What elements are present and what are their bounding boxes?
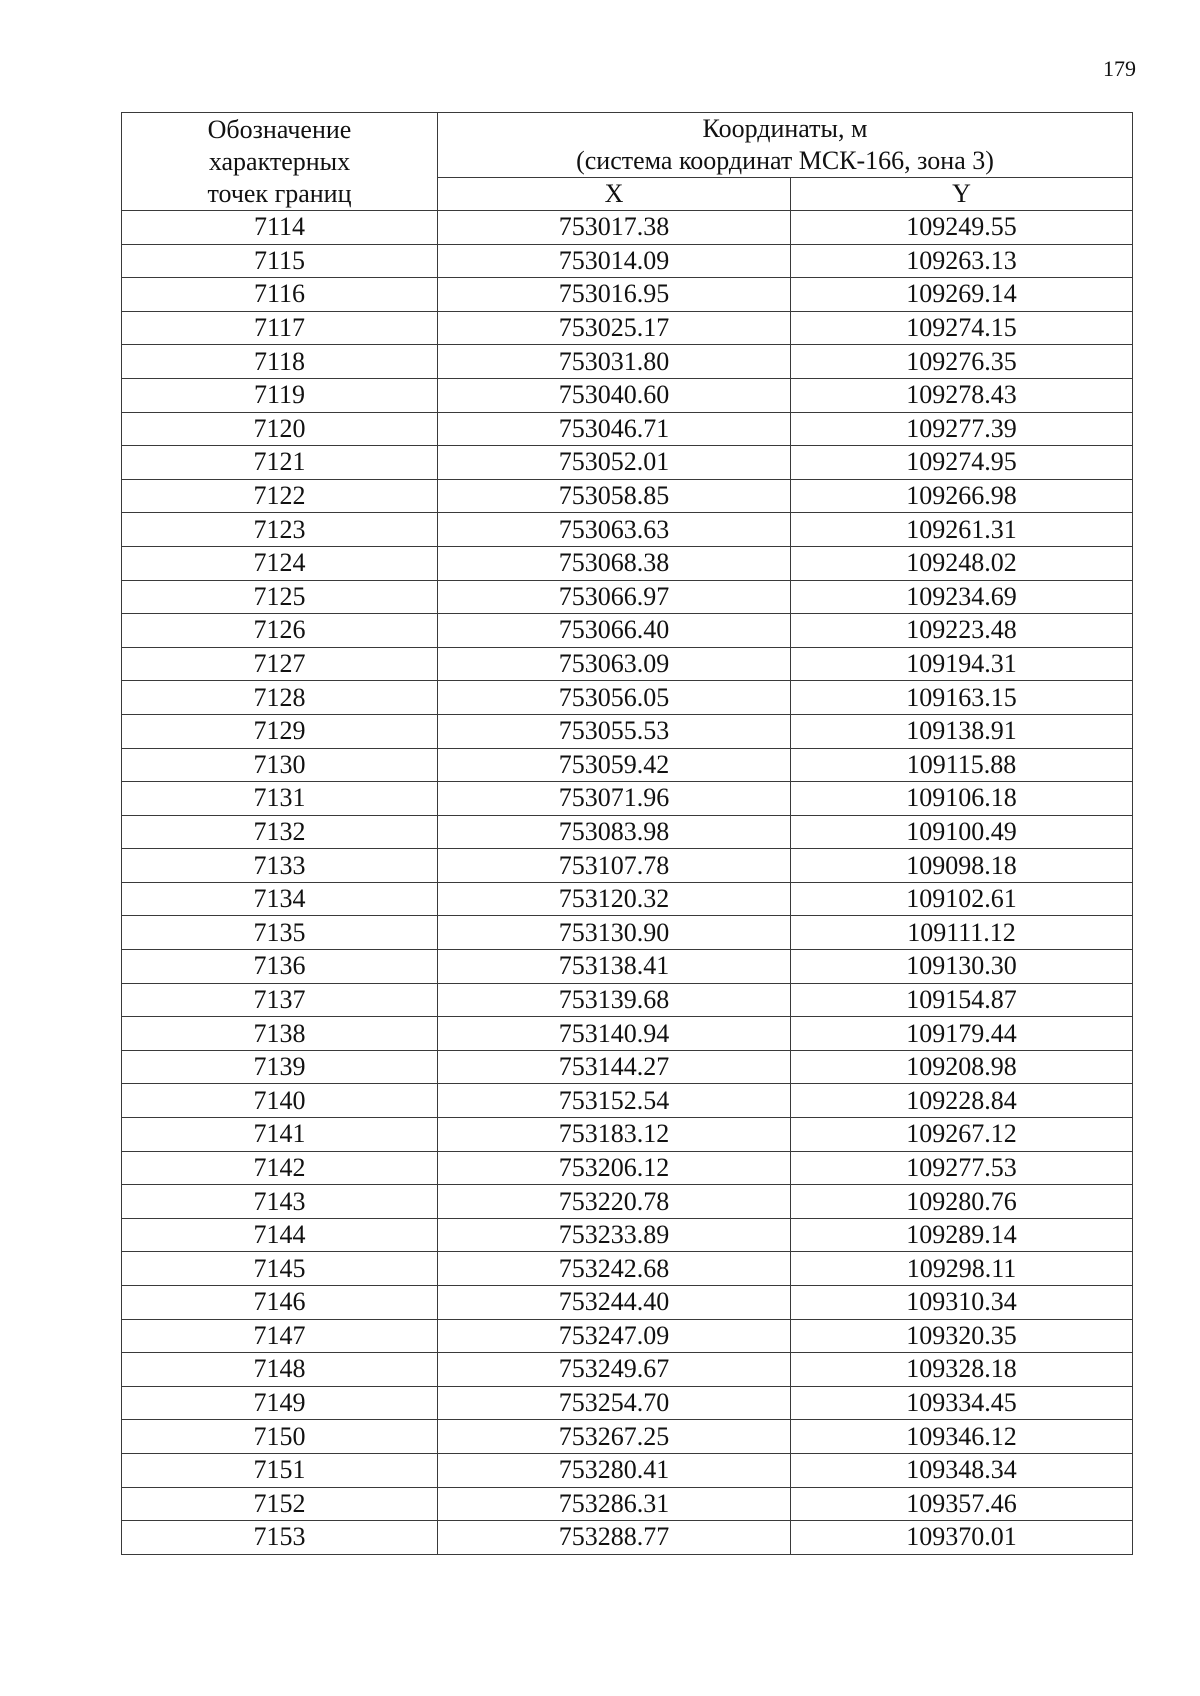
- point-cell: 7129: [122, 714, 438, 748]
- table-row: [122, 1487, 1133, 1521]
- x-cell: 753244.40: [438, 1286, 791, 1320]
- x-cell: 753267.25: [438, 1420, 791, 1454]
- table-row: [122, 882, 1133, 916]
- y-cell: 109115.88: [791, 748, 1133, 782]
- table-row: [122, 614, 1133, 648]
- y-cell: 109320.35: [791, 1319, 1133, 1353]
- point-cell: 7134: [122, 882, 438, 916]
- y-cell: 109274.15: [791, 311, 1133, 345]
- header-line: Координаты, м: [702, 114, 868, 143]
- point-cell: 7135: [122, 916, 438, 950]
- table-header: [122, 113, 1133, 211]
- table-row: [122, 1286, 1133, 1320]
- x-cell: 753058.85: [438, 479, 791, 513]
- table-row: [122, 983, 1133, 1017]
- y-cell: 109106.18: [791, 782, 1133, 816]
- table-row: [122, 681, 1133, 715]
- point-cell: 7131: [122, 782, 438, 816]
- point-cell: 7132: [122, 815, 438, 849]
- table-row: [122, 815, 1133, 849]
- y-cell: 109102.61: [791, 882, 1133, 916]
- x-cell: 753107.78: [438, 849, 791, 883]
- x-cell: 753046.71: [438, 412, 791, 446]
- table-row: [122, 1151, 1133, 1185]
- x-cell: 753055.53: [438, 714, 791, 748]
- y-cell: 109098.18: [791, 849, 1133, 883]
- x-cell: 753071.96: [438, 782, 791, 816]
- coordinates-table: [121, 112, 1133, 1555]
- y-cell: 109274.95: [791, 446, 1133, 480]
- x-cell: 753242.68: [438, 1252, 791, 1286]
- x-cell: 753017.38: [438, 211, 791, 245]
- table-row: [122, 1521, 1133, 1555]
- point-cell: 7123: [122, 513, 438, 547]
- x-cell: 753220.78: [438, 1185, 791, 1219]
- point-cell: 7133: [122, 849, 438, 883]
- table-row: [122, 1453, 1133, 1487]
- point-cell: 7141: [122, 1118, 438, 1152]
- table-row: [122, 647, 1133, 681]
- y-column-header: Y: [791, 178, 1133, 211]
- y-cell: 109234.69: [791, 580, 1133, 614]
- y-cell: 109346.12: [791, 1420, 1133, 1454]
- point-cell: 7140: [122, 1084, 438, 1118]
- table-row: [122, 278, 1133, 312]
- x-cell: 753120.32: [438, 882, 791, 916]
- table-row: [122, 244, 1133, 278]
- point-cell: 7121: [122, 446, 438, 480]
- table-row: [122, 311, 1133, 345]
- x-cell: 753025.17: [438, 311, 791, 345]
- point-cell: 7126: [122, 614, 438, 648]
- y-cell: 109328.18: [791, 1353, 1133, 1387]
- table-row: [122, 1084, 1133, 1118]
- y-cell: 109261.31: [791, 513, 1133, 547]
- y-cell: 109223.48: [791, 614, 1133, 648]
- table-row: [122, 1353, 1133, 1387]
- point-cell: 7147: [122, 1319, 438, 1353]
- point-cell: 7144: [122, 1218, 438, 1252]
- x-cell: 753130.90: [438, 916, 791, 950]
- x-cell: 753152.54: [438, 1084, 791, 1118]
- y-cell: 109228.84: [791, 1084, 1133, 1118]
- point-cell: 7153: [122, 1521, 438, 1555]
- point-cell: 7146: [122, 1286, 438, 1320]
- x-cell: 753254.70: [438, 1386, 791, 1420]
- table-row: [122, 1420, 1133, 1454]
- point-cell: 7124: [122, 546, 438, 580]
- y-cell: 109348.34: [791, 1453, 1133, 1487]
- header-line: точек границ: [207, 178, 352, 208]
- table-row: [122, 446, 1133, 480]
- y-cell: 109111.12: [791, 916, 1133, 950]
- table-row: [122, 580, 1133, 614]
- table-row: [122, 782, 1133, 816]
- point-cell: 7122: [122, 479, 438, 513]
- y-cell: 109298.11: [791, 1252, 1133, 1286]
- point-cell: 7130: [122, 748, 438, 782]
- point-cell: 7150: [122, 1420, 438, 1454]
- point-cell: 7152: [122, 1487, 438, 1521]
- x-cell: 753066.97: [438, 580, 791, 614]
- table-row: [122, 479, 1133, 513]
- x-cell: 753059.42: [438, 748, 791, 782]
- y-cell: 109370.01: [791, 1521, 1133, 1555]
- x-cell: 753068.38: [438, 546, 791, 580]
- x-cell: 753288.77: [438, 1521, 791, 1555]
- y-cell: 109249.55: [791, 211, 1133, 245]
- x-cell: 753286.31: [438, 1487, 791, 1521]
- x-cell: 753083.98: [438, 815, 791, 849]
- y-cell: 109263.13: [791, 244, 1133, 278]
- point-cell: 7136: [122, 950, 438, 984]
- table-row: [122, 849, 1133, 883]
- x-cell: 753206.12: [438, 1151, 791, 1185]
- table-row: [122, 1218, 1133, 1252]
- x-cell: 753063.09: [438, 647, 791, 681]
- point-cell: 7148: [122, 1353, 438, 1387]
- coordinates-header: [438, 113, 1133, 178]
- point-cell: 7128: [122, 681, 438, 715]
- y-cell: 109163.15: [791, 681, 1133, 715]
- table-row: [122, 1185, 1133, 1219]
- point-cell: 7115: [122, 244, 438, 278]
- point-cell: 7149: [122, 1386, 438, 1420]
- x-cell: 753063.63: [438, 513, 791, 547]
- x-cell: 753140.94: [438, 1017, 791, 1051]
- x-cell: 753031.80: [438, 345, 791, 379]
- point-cell: 7118: [122, 345, 438, 379]
- point-cell: 7119: [122, 378, 438, 412]
- y-cell: 109179.44: [791, 1017, 1133, 1051]
- table-row: [122, 748, 1133, 782]
- point-cell: 7125: [122, 580, 438, 614]
- table-row: [122, 412, 1133, 446]
- point-cell: 7116: [122, 278, 438, 312]
- header-line: Обозначение: [207, 114, 352, 144]
- table-row: [122, 714, 1133, 748]
- table-row: [122, 1386, 1133, 1420]
- point-cell: 7117: [122, 311, 438, 345]
- table-row: [122, 1118, 1133, 1152]
- point-cell: 7127: [122, 647, 438, 681]
- table-row: [122, 916, 1133, 950]
- table-row: [122, 513, 1133, 547]
- point-cell: 7139: [122, 1050, 438, 1084]
- header-line: (система координат МСК-166, зона 3): [576, 146, 994, 175]
- y-cell: 109278.43: [791, 378, 1133, 412]
- page-number: 179: [1103, 56, 1136, 81]
- table-row: [122, 211, 1133, 245]
- y-cell: 109130.30: [791, 950, 1133, 984]
- table-row: [122, 1252, 1133, 1286]
- x-cell: 753280.41: [438, 1453, 791, 1487]
- point-cell: 7138: [122, 1017, 438, 1051]
- point-cell: 7143: [122, 1185, 438, 1219]
- y-cell: 109194.31: [791, 647, 1133, 681]
- y-cell: 109100.49: [791, 815, 1133, 849]
- y-cell: 109334.45: [791, 1386, 1133, 1420]
- x-cell: 753183.12: [438, 1118, 791, 1152]
- point-cell: 7142: [122, 1151, 438, 1185]
- y-cell: 109310.34: [791, 1286, 1133, 1320]
- y-cell: 109280.76: [791, 1185, 1133, 1219]
- table-row: [122, 1017, 1133, 1051]
- x-cell: 753138.41: [438, 950, 791, 984]
- table-row: [122, 1319, 1133, 1353]
- x-cell: 753144.27: [438, 1050, 791, 1084]
- table-row: [122, 1050, 1133, 1084]
- y-cell: 109289.14: [791, 1218, 1133, 1252]
- table-row: [122, 950, 1133, 984]
- x-cell: 753040.60: [438, 378, 791, 412]
- y-cell: 109266.98: [791, 479, 1133, 513]
- point-cell: 7114: [122, 211, 438, 245]
- y-cell: 109248.02: [791, 546, 1133, 580]
- x-cell: 753249.67: [438, 1353, 791, 1387]
- x-cell: 753139.68: [438, 983, 791, 1017]
- y-cell: 109208.98: [791, 1050, 1133, 1084]
- point-cell: 7120: [122, 412, 438, 446]
- point-designation-header: [122, 113, 438, 211]
- y-cell: 109277.39: [791, 412, 1133, 446]
- point-cell: 7151: [122, 1453, 438, 1487]
- y-cell: 109277.53: [791, 1151, 1133, 1185]
- y-cell: 109276.35: [791, 345, 1133, 379]
- y-cell: 109138.91: [791, 714, 1133, 748]
- x-cell: 753066.40: [438, 614, 791, 648]
- point-cell: 7137: [122, 983, 438, 1017]
- y-cell: 109154.87: [791, 983, 1133, 1017]
- table-row: [122, 345, 1133, 379]
- x-column-header: X: [438, 178, 791, 211]
- table-row: [122, 546, 1133, 580]
- x-cell: 753052.01: [438, 446, 791, 480]
- x-cell: 753016.95: [438, 278, 791, 312]
- header-line: характерных: [208, 146, 351, 176]
- table-body: [122, 211, 1133, 1555]
- point-cell: 7145: [122, 1252, 438, 1286]
- x-cell: 753056.05: [438, 681, 791, 715]
- y-cell: 109269.14: [791, 278, 1133, 312]
- x-cell: 753014.09: [438, 244, 791, 278]
- x-cell: 753233.89: [438, 1218, 791, 1252]
- y-cell: 109267.12: [791, 1118, 1133, 1152]
- x-cell: 753247.09: [438, 1319, 791, 1353]
- y-cell: 109357.46: [791, 1487, 1133, 1521]
- table-row: [122, 378, 1133, 412]
